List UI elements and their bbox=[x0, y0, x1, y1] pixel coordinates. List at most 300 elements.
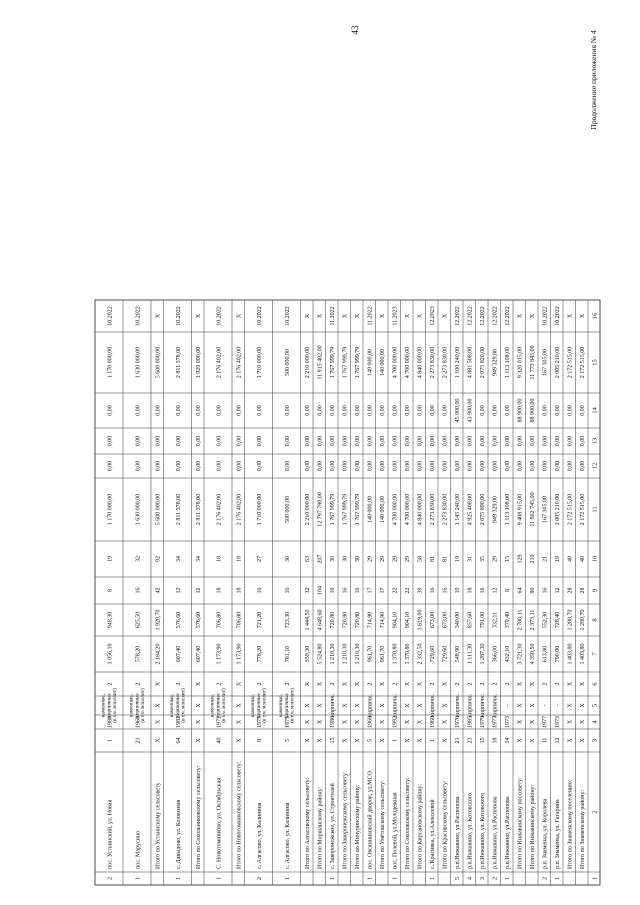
table-cell: 28 bbox=[567, 587, 574, 594]
table-cell: 2 bbox=[555, 682, 562, 686]
table-cell: 1973 bbox=[555, 716, 562, 728]
table-cell: X bbox=[517, 681, 524, 687]
table-cell: 104 bbox=[317, 586, 324, 595]
table-cell: 0,00 bbox=[175, 460, 182, 472]
page-number: 43 bbox=[350, 25, 360, 35]
table-cell: X bbox=[530, 703, 537, 708]
header-cell: 13 bbox=[591, 437, 599, 445]
table-cell: 9 408 915,00 bbox=[517, 493, 524, 526]
table-cell: 10.2022 bbox=[555, 306, 562, 326]
table-cell: 2 bbox=[505, 682, 512, 686]
table-cell: кирпичн. bbox=[480, 693, 487, 718]
table-cell: 1 767 999,79 bbox=[355, 493, 362, 526]
table-cell: 0,00 bbox=[367, 435, 374, 447]
continuation-note: Продолжение приложения № 4 bbox=[589, 30, 598, 130]
table-cell: 949 329,00 bbox=[492, 349, 499, 376]
table-cell: 2 005 210,00 bbox=[555, 346, 562, 379]
table-cell: 18 bbox=[492, 737, 499, 744]
table-cell: 12.2022 bbox=[505, 306, 512, 326]
table-cell: 607,40 bbox=[175, 645, 182, 663]
table-cell: 1 370,80 bbox=[405, 643, 412, 665]
table-cell: 0,00 bbox=[455, 435, 462, 447]
table-cell: 39 bbox=[417, 587, 424, 594]
table-cell: X bbox=[317, 681, 324, 687]
table-cell: 81 bbox=[430, 556, 437, 562]
table-cell: 0,00 bbox=[342, 405, 349, 416]
wall-material-cell: каменные,кирпичные(в т.ч. монолит) bbox=[278, 688, 296, 723]
table-cell: 2 273 830,00 bbox=[430, 346, 437, 379]
table-cell: 19 bbox=[555, 556, 562, 562]
address-cell: Итого по Соколовскому сельсовету: bbox=[405, 777, 412, 869]
table-cell: X bbox=[305, 313, 312, 319]
table-cell: 2 811 378,00 bbox=[175, 346, 182, 379]
table-cell: 0,00 bbox=[580, 435, 587, 447]
table-cell: 0,00 bbox=[216, 405, 223, 416]
table-cell: 1 767 999,79 bbox=[342, 346, 349, 379]
table-cell: 729,60 bbox=[442, 645, 449, 663]
address-cell: с. Заворонежское, ул. Строителей bbox=[330, 783, 337, 869]
table-cell: 1 bbox=[367, 877, 374, 880]
table-cell: 1977 bbox=[492, 716, 499, 728]
table-cell: 1 170 000,00 bbox=[107, 346, 114, 379]
wall-material-cell: каменные,кирпичные(в т.ч. монолит) bbox=[128, 688, 147, 723]
table-cell: X bbox=[380, 313, 387, 319]
table-cell: кирпичн. bbox=[392, 693, 399, 718]
table-cell: 0,00 bbox=[492, 460, 499, 472]
table-cell: X bbox=[567, 719, 574, 725]
table-cell: 167 305,00 bbox=[542, 496, 549, 523]
table-cell: 0,00 bbox=[196, 435, 203, 447]
table-cell: X bbox=[517, 313, 524, 319]
table-cell: 2 210 000,00 bbox=[305, 493, 312, 526]
table-cell: 1 767 999,79 bbox=[330, 493, 337, 526]
table-cell: кирпичн. bbox=[467, 693, 474, 718]
table-cell: 0,00 bbox=[567, 405, 574, 416]
table-cell: X bbox=[567, 681, 574, 687]
table-cell: 1 920,70 bbox=[155, 609, 162, 631]
address-cell: р.п.Инжавино, ул.Распопова bbox=[492, 796, 499, 869]
table-cell: 10.2022 bbox=[542, 306, 549, 326]
table-cell: 18 bbox=[216, 587, 223, 594]
table-cell: 625,50 bbox=[135, 611, 142, 629]
table-cell: X bbox=[317, 719, 324, 725]
table-cell: 1 bbox=[430, 877, 437, 880]
table-cell: 64 bbox=[175, 737, 182, 744]
table-cell: 1 210,30 bbox=[355, 643, 362, 665]
table-cell: 1 403,80 bbox=[567, 643, 574, 665]
table-cell: 15 bbox=[480, 737, 487, 744]
header-cell: 6 bbox=[591, 682, 599, 686]
table-cell: 0,00 bbox=[392, 405, 399, 416]
table-cell: 1 280,70 bbox=[567, 609, 574, 631]
header-cell: 4 bbox=[591, 720, 599, 724]
table-cell: 0,00 bbox=[442, 405, 449, 416]
table-cell: X bbox=[530, 681, 537, 687]
table-cell: X bbox=[417, 719, 424, 725]
header-cell: 12 bbox=[591, 462, 599, 470]
table-cell: X bbox=[355, 681, 362, 687]
table-cell: X bbox=[380, 703, 387, 708]
register-table bbox=[95, 300, 600, 885]
table-cell: 714,90 bbox=[380, 611, 387, 629]
table-cell: 30 bbox=[355, 556, 362, 562]
table-cell: 0,00 bbox=[367, 405, 374, 416]
table-cell: 2 373,11 bbox=[530, 609, 537, 631]
table-cell: X bbox=[405, 719, 412, 725]
table-cell: X bbox=[405, 313, 412, 319]
address-cell: р.п.Инжавино, ул. Котовского bbox=[467, 792, 474, 869]
table-cell: 88 900,00 bbox=[517, 398, 524, 423]
table-cell: 1 113 108,00 bbox=[505, 493, 512, 526]
table-cell: 2 bbox=[107, 877, 114, 880]
table-cell: 92 bbox=[155, 556, 162, 562]
table-cell: 2 172 515,00 bbox=[580, 493, 587, 526]
table-cell: 16 bbox=[480, 587, 487, 594]
table-cell: 18 bbox=[467, 587, 474, 594]
table-cell: 1960 bbox=[430, 716, 437, 728]
header-cell: 2 bbox=[591, 810, 599, 814]
table-cell: 0,00 bbox=[155, 435, 162, 447]
header-cell: 16 bbox=[591, 312, 599, 320]
table-cell: 2 172 515,00 bbox=[567, 493, 574, 526]
table-cell: 720,80 bbox=[342, 611, 349, 629]
table-cell: 63 bbox=[305, 556, 312, 562]
table-cell: 10.2022 bbox=[216, 306, 223, 326]
table-cell: X bbox=[155, 738, 162, 743]
table-cell: 16 bbox=[135, 587, 142, 594]
table-cell: 3 bbox=[480, 877, 487, 880]
table-cell: X bbox=[305, 703, 312, 708]
table-cell: X bbox=[155, 313, 162, 319]
table-cell: 0,00 bbox=[505, 405, 512, 416]
table-cell: 11.2023 bbox=[392, 306, 399, 326]
table-cell: 728,40 bbox=[555, 611, 562, 629]
table-cell: 0,00 bbox=[442, 435, 449, 447]
table-cell: 12.2022 bbox=[492, 306, 499, 326]
table-cell: 4 840 000,00 bbox=[417, 493, 424, 526]
table-cell: 0,00 bbox=[317, 435, 324, 447]
table-cell: 0,00 bbox=[405, 435, 412, 447]
table-cell: 16 bbox=[330, 587, 337, 594]
table-cell: 1 056,10 bbox=[107, 643, 114, 665]
table-cell: 12.2022 bbox=[467, 306, 474, 326]
table-cell: X bbox=[155, 703, 162, 708]
table-cell: 2 176 402,00 bbox=[216, 493, 223, 526]
table-cell: 0,00 bbox=[480, 435, 487, 447]
table-cell: 10.2022 bbox=[175, 306, 182, 326]
table-cell: 0,00 bbox=[317, 405, 324, 416]
wall-material-cell: каменные,кирпичные(в т.ч. монолит) bbox=[250, 688, 268, 723]
table-cell: 27 bbox=[256, 556, 263, 562]
table-cell: 359,30 bbox=[305, 645, 312, 663]
address-cell: Итого по Красивскому сельсовету: bbox=[442, 780, 449, 869]
table-cell: 12 bbox=[555, 737, 562, 744]
table-cell: 29 bbox=[492, 556, 499, 562]
table-cell: 80 bbox=[530, 587, 537, 594]
table-cell: 1976 bbox=[455, 716, 462, 728]
table-cell: 16 bbox=[284, 587, 291, 594]
table-cell: 0,00 bbox=[542, 460, 549, 472]
table-cell: 0,00 bbox=[392, 435, 399, 447]
table-cell: 2 184,20 bbox=[155, 643, 162, 665]
table-cell: X bbox=[196, 313, 203, 319]
table-cell: X bbox=[342, 681, 349, 687]
header-cell: 10 bbox=[591, 555, 599, 563]
table-cell: X bbox=[417, 738, 424, 743]
table-cell: 0,00 bbox=[417, 435, 424, 447]
table-cell: 16 bbox=[542, 587, 549, 594]
address-cell: р.п. Знаменка, ул. Гагарина bbox=[555, 799, 562, 869]
table-cell: 1986 bbox=[330, 716, 337, 728]
table-cell: X bbox=[196, 719, 203, 725]
table-cell: 2 210 000,00 bbox=[305, 346, 312, 379]
table-cell: 0,00 bbox=[135, 405, 142, 416]
table-cell: 21 bbox=[542, 556, 549, 562]
address-cell: с. Давыдово, ул. Колхозная bbox=[175, 799, 182, 869]
table-cell: 42 bbox=[155, 587, 162, 594]
table-cell: 140 000,00 bbox=[380, 349, 387, 376]
table-cell: 791,00 bbox=[480, 611, 487, 629]
table-cell: 0,00 bbox=[505, 460, 512, 472]
table-cell: 1 710 000,00 bbox=[256, 493, 263, 526]
table-cell: 207 bbox=[317, 554, 324, 564]
table-cell: 706,80 bbox=[236, 611, 243, 629]
table-cell: 40 bbox=[216, 737, 223, 744]
table-cell: X bbox=[442, 719, 449, 725]
table-cell: 17 bbox=[380, 587, 387, 594]
table-cell: X bbox=[405, 703, 412, 708]
table-cell: 1 210,30 bbox=[342, 643, 349, 665]
table-cell: 2 176 402,00 bbox=[236, 346, 243, 379]
table-cell: 1 710 000,00 bbox=[256, 346, 263, 379]
table-cell: 578,20 bbox=[135, 645, 142, 663]
table-cell: 1 619,00 bbox=[417, 609, 424, 631]
table-cell: 1 bbox=[175, 877, 182, 880]
table-cell: 1 630 000,00 bbox=[135, 346, 142, 379]
table-cell: 1988 bbox=[107, 716, 114, 728]
table-cell: кирпичн. bbox=[430, 693, 437, 718]
table-cell: 4 648,60 bbox=[317, 609, 324, 631]
table-cell: X bbox=[236, 719, 243, 725]
table-cell: 8 bbox=[505, 589, 512, 592]
table-cell: 2 176 402,00 bbox=[216, 346, 223, 379]
table-cell: 0,00 bbox=[355, 435, 362, 447]
table-cell: 2 bbox=[284, 682, 291, 686]
header-cell: 8 bbox=[591, 618, 599, 622]
header-cell: 3 bbox=[591, 738, 599, 743]
table-cell: X bbox=[305, 738, 312, 743]
table-cell: 4 700 000,00 bbox=[405, 493, 412, 526]
table-cell: 0,00 bbox=[216, 460, 223, 472]
table-cell: 723,30 bbox=[284, 611, 291, 629]
table-cell: 4 350,50 bbox=[530, 643, 537, 665]
address-cell: Итого по Знаменскому поселению: bbox=[567, 779, 574, 869]
table-cell: X bbox=[580, 681, 587, 687]
table-cell: 2 700,11 bbox=[517, 609, 524, 631]
table-cell: 5 bbox=[455, 877, 462, 880]
table-cell: 706,80 bbox=[216, 611, 223, 629]
table-cell: 18 bbox=[236, 587, 243, 594]
table-cell: 34 bbox=[196, 556, 203, 562]
table-cell: 2 bbox=[480, 682, 487, 686]
table-cell: 19 bbox=[107, 556, 114, 562]
table-cell: X bbox=[380, 681, 387, 687]
table-cell: X bbox=[317, 703, 324, 708]
table-cell: 16 bbox=[342, 587, 349, 594]
table-cell: 32 bbox=[135, 556, 142, 562]
table-cell: 0,00 bbox=[467, 460, 474, 472]
table-cell: 0,00 bbox=[317, 460, 324, 472]
table-cell: 1968 bbox=[135, 716, 142, 728]
table-cell: X bbox=[442, 738, 449, 743]
table-cell: 1 bbox=[555, 877, 562, 880]
address-cell: р.п.Инжавино, ул.Распопова bbox=[455, 796, 462, 869]
address-cell: Итого по Инжавинскому району: bbox=[530, 784, 537, 869]
table-cell: X bbox=[580, 738, 587, 743]
table-cell: 34 bbox=[175, 556, 182, 562]
table-cell: 1979 bbox=[480, 716, 487, 728]
table-cell: X bbox=[567, 738, 574, 743]
table-cell: 15 bbox=[330, 737, 337, 744]
table-cell: 11 862 745,00 bbox=[530, 492, 537, 527]
table-cell: X bbox=[530, 313, 537, 319]
table-cell: 4 925 408,00 bbox=[467, 493, 474, 526]
address-cell: Итого по Мичуринскому району: bbox=[355, 784, 362, 869]
table-cell: кирпичн. bbox=[330, 693, 337, 718]
table-cell: 1 403,80 bbox=[580, 643, 587, 665]
table-cell: 0,00 bbox=[517, 460, 524, 472]
table-cell: 607,40 bbox=[196, 645, 203, 663]
table-cell: 167 305,00 bbox=[542, 349, 549, 376]
table-cell: 29 bbox=[392, 556, 399, 562]
table-cell: 500 000,00 bbox=[284, 496, 291, 523]
table-cell: 1 145 240,00 bbox=[455, 493, 462, 526]
table-cell: 1 100 240,00 bbox=[455, 346, 462, 379]
table-cell: 721,20 bbox=[256, 611, 263, 629]
table-cell: X bbox=[380, 738, 387, 743]
table-cell: 0,00 bbox=[580, 460, 587, 472]
table-cell: 548,90 bbox=[455, 645, 462, 663]
table-cell: 2 bbox=[542, 877, 549, 880]
table-cell: 1975 bbox=[256, 716, 263, 728]
table-cell: 0,00 bbox=[342, 435, 349, 447]
table-cell: X bbox=[355, 738, 362, 743]
table-cell: 36 bbox=[284, 556, 291, 562]
table-cell: 21 bbox=[455, 737, 462, 744]
table-cell: 15 bbox=[505, 556, 512, 562]
table-cell: 0,00 bbox=[284, 460, 291, 472]
address-cell: р.п.Инжавино, ул.Распопова bbox=[505, 796, 512, 869]
table-cell: 29 bbox=[380, 556, 387, 562]
table-cell: X bbox=[380, 719, 387, 725]
table-cell: 2 005 210,00 bbox=[555, 493, 562, 526]
table-cell: 16 bbox=[442, 587, 449, 594]
table-cell: 0,00 bbox=[555, 460, 562, 472]
table-cell: 714,90 bbox=[367, 611, 374, 629]
table-cell: 0,00 bbox=[430, 460, 437, 472]
table-cell: 904,10 bbox=[392, 611, 399, 629]
table-cell: 16 bbox=[355, 587, 362, 594]
address-cell: Итого по Умётовскому сельсовету: bbox=[380, 780, 387, 869]
table-cell: X bbox=[317, 313, 324, 319]
table-cell: 949 329,00 bbox=[492, 496, 499, 523]
table-cell: 0,00 bbox=[256, 460, 263, 472]
table-cell: 613,80 bbox=[542, 645, 549, 663]
table-cell: 17 bbox=[367, 587, 374, 594]
table-cell: 2 075 890,00 bbox=[480, 493, 487, 526]
table-cell: 0,00 bbox=[555, 435, 562, 447]
table-cell: 12 bbox=[175, 587, 182, 594]
table-cell: 1 630 000,00 bbox=[135, 493, 142, 526]
table-cell: 0,00 bbox=[196, 405, 203, 416]
table-cell: 904,10 bbox=[405, 611, 412, 629]
table-cell: 1 bbox=[216, 877, 223, 880]
table-cell: X bbox=[155, 719, 162, 725]
address-cell: с. Алгасово, ул. Калинина bbox=[256, 802, 263, 869]
table-cell: 0,00 bbox=[196, 460, 203, 472]
table-cell: 1 280,70 bbox=[580, 609, 587, 631]
table-cell: 23 bbox=[467, 737, 474, 744]
table-cell: 0,00 bbox=[492, 435, 499, 447]
table-cell: 0,00 bbox=[367, 460, 374, 472]
table-cell: 2 172 515,00 bbox=[567, 346, 574, 379]
table-cell: 1977 bbox=[542, 716, 549, 728]
header-cell: 9 bbox=[591, 588, 599, 593]
table-cell: 1 173,90 bbox=[236, 643, 243, 665]
table-cell: 1 bbox=[135, 877, 142, 880]
header-cell: 11 bbox=[591, 506, 599, 513]
table-cell: 379,40 bbox=[505, 611, 512, 629]
table-cell: 1968 bbox=[367, 716, 374, 728]
table-cell: 0,00 bbox=[567, 435, 574, 447]
table-cell: 0,00 bbox=[330, 405, 337, 416]
table-cell: 0,00 bbox=[155, 405, 162, 416]
table-cell: 10.2022 bbox=[135, 306, 142, 326]
table-cell: 0,00 bbox=[305, 405, 312, 416]
table-cell: 0,00 bbox=[135, 460, 142, 472]
header-cell: 5 bbox=[591, 703, 599, 708]
table-cell: 0,00 bbox=[505, 435, 512, 447]
table-cell: 22 bbox=[392, 587, 399, 594]
table-cell: 11 773 845,00 bbox=[530, 345, 537, 380]
table-cell: 0,00 bbox=[555, 405, 562, 416]
table-cell: 21 bbox=[135, 737, 142, 744]
table-cell: 1975 bbox=[284, 716, 291, 728]
table-cell: X bbox=[196, 738, 203, 743]
table-cell: X bbox=[405, 681, 412, 687]
table-cell: кирпичн. bbox=[367, 693, 374, 718]
table-cell: 0,00 bbox=[580, 405, 587, 416]
address-cell: Итого по Кирсановскому району: bbox=[417, 783, 424, 869]
table-cell: X bbox=[442, 681, 449, 687]
table-cell: 4 700 000,00 bbox=[392, 346, 399, 379]
address-cell: пос. Устьинский, ул. Новая bbox=[107, 799, 114, 869]
table-cell: 2 bbox=[492, 682, 499, 686]
table-cell: 0,00 bbox=[442, 460, 449, 472]
table-cell: 5 524,80 bbox=[317, 643, 324, 665]
table-cell: 0,00 bbox=[380, 460, 387, 472]
table-cell: 2 332,50 bbox=[417, 643, 424, 665]
table-cell: 11 915 402,00 bbox=[317, 345, 324, 380]
table-cell: X bbox=[236, 681, 243, 687]
table-cell: 432,10 bbox=[505, 645, 512, 663]
table-cell: 10 bbox=[455, 587, 462, 594]
table-cell: 4 881 508,00 bbox=[467, 346, 474, 379]
table-cell: 2 bbox=[256, 877, 263, 880]
header-cell: 15 bbox=[591, 359, 599, 366]
table-cell: 58 bbox=[417, 556, 424, 562]
table-cell: 12 bbox=[196, 587, 203, 594]
